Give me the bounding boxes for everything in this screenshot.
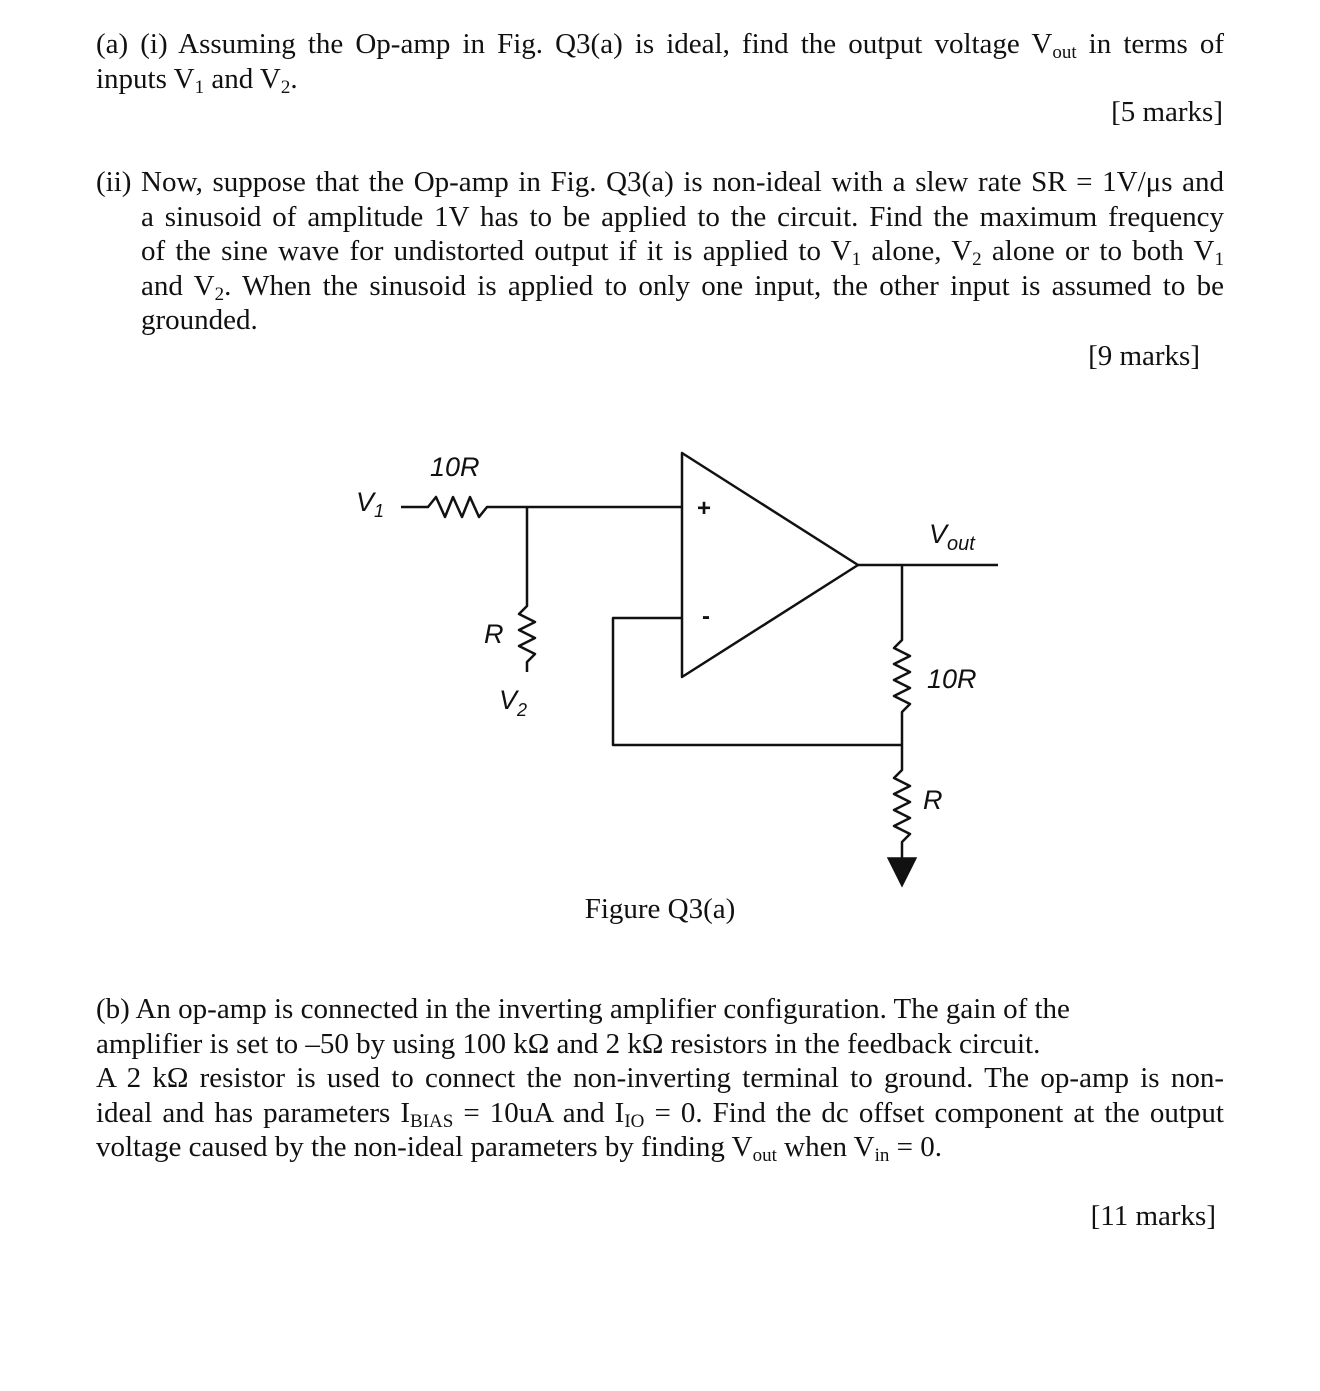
question-b-line-2: amplifier is set to –50 by using 100 kΩ and 2 kΩ resistors in the feedback circuit. [96, 1027, 1041, 1060]
text-run: = 0. Find the dc offset component at the output [644, 1096, 1224, 1129]
text-run: when V [776, 1131, 875, 1163]
subscript: out [1052, 42, 1077, 63]
subscript: 1 [194, 76, 205, 98]
label-vout: $V_{out}$ [929, 519, 975, 555]
text-run: and V [204, 62, 281, 95]
subscript: in [874, 1145, 890, 1166]
text-run: inputs V [96, 62, 195, 95]
marks-a-ii: [9 marks] [1088, 340, 1200, 372]
label-r-v2: R [484, 619, 504, 649]
question-b-line-5 [96, 1130, 1224, 1165]
text-run: = 0. [889, 1131, 942, 1163]
subscript: 1 [1214, 249, 1224, 270]
question-label: (a) (i) [96, 28, 168, 60]
label-10r-feedback: 10R [927, 664, 977, 694]
label-v2: $V_2$ [499, 685, 528, 720]
resistor-10r-feedback [894, 625, 910, 745]
resistor-r-v2 [519, 598, 535, 672]
resistor-r-ground [894, 745, 910, 858]
text-run: of the sine wave for undistorted output if it is applied to V [141, 235, 852, 267]
text-run: in terms of [1076, 28, 1224, 60]
text-run: alone or to both V [981, 235, 1215, 267]
text-run: alone, V [861, 235, 973, 267]
text-run: and V [141, 269, 215, 302]
question-a-ii-line-5: grounded. [141, 304, 258, 336]
label-r-ground: R [923, 785, 943, 815]
subscript: IO [624, 1110, 645, 1132]
ground-arrow-icon [888, 858, 916, 886]
label-v1: $V_1$ [356, 487, 385, 521]
figure-caption: Figure Q3(a) [584, 893, 736, 925]
subscript: 1 [851, 249, 862, 270]
subscript: 2 [972, 249, 982, 270]
question-b-line-3: A 2 kΩ resistor is used to connect the non-inverting terminal to ground. The op-amp is non- [96, 1062, 1224, 1094]
feedback-wire [613, 618, 902, 745]
label-10r-input: 10R [430, 452, 480, 482]
subscript: 2 [214, 283, 225, 305]
label-minus-input: - [702, 603, 710, 630]
label-plus-input: + [697, 495, 712, 522]
text-run: ideal and has parameters I [96, 1096, 411, 1129]
opamp-triangle [682, 453, 858, 677]
text-run: . [290, 62, 298, 95]
question-b [96, 992, 1224, 1165]
question-b-line-4 [96, 1096, 1224, 1131]
subscript: 2 [280, 76, 291, 98]
question-a-ii-line-1: (ii) Now, suppose that the Op-amp in Fig. Q3(a) is non-ideal with a slew rate SR = 1V/μs and [96, 166, 1224, 198]
resistor-10r-input [419, 497, 497, 517]
subscript: BIAS [410, 1110, 454, 1132]
text-run: . When the sinusoid is applied to only one input, the other input is assumed to be [224, 269, 1224, 302]
text-run: = 10uA and I [453, 1096, 625, 1129]
question-a-ii-line-2: a sinusoid of amplitude 1V has to be applied to the circuit. Find the maximum frequency [141, 200, 1224, 233]
question-b-line-1: (b) An op-amp is connected in the inverting amplifier configuration. The gain of the [96, 993, 1070, 1025]
text-run: voltage caused by the non-ideal parameters by finding V [96, 1131, 753, 1163]
marks-a-i: [5 marks] [1111, 96, 1223, 128]
text-run: Assuming the Op-amp in Fig. Q3(a) is ideal, find the output voltage V [178, 28, 1053, 60]
marks-b: [11 marks] [1090, 1200, 1216, 1232]
subscript: out [752, 1145, 777, 1166]
